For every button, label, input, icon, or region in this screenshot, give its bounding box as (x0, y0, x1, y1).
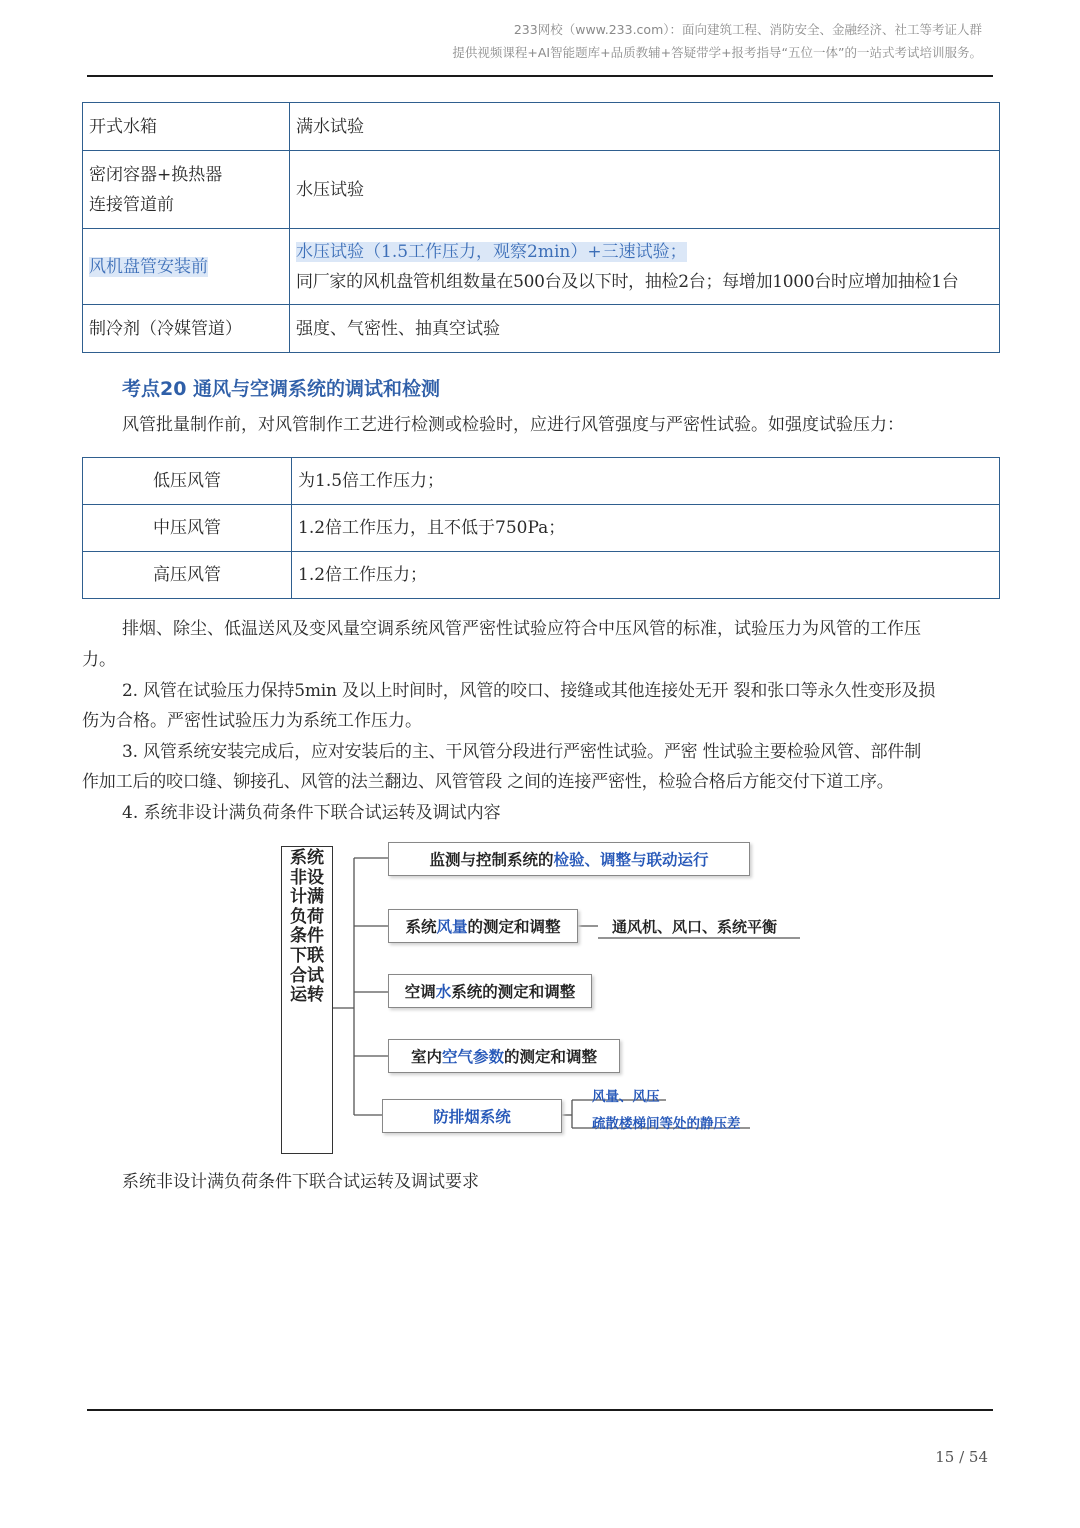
paragraph-2-line-2: 伤为合格。严密性试验压力为系统工作压力。 (82, 711, 422, 731)
paragraph-3-line-1: 3. 风管系统安装完成后，应对安装后的主、干风管分段进行严密性试验。严密 性试验主要检验风管、部件制 (122, 742, 922, 762)
table-row (83, 305, 1000, 353)
table-cell: 中压风管 (83, 505, 292, 552)
table-cell: 水压试验 (290, 151, 1000, 229)
table-cell: 1.2倍工作压力； (292, 552, 1000, 599)
mindmap-node-water (388, 974, 592, 1008)
node-text: 室内 (410, 1048, 442, 1066)
mindmap-leaf-pressure: 风量、风压 (592, 1089, 660, 1105)
node-text: 监测与控制系统的 (429, 851, 554, 869)
node-text: 的测定和调整 (467, 918, 561, 936)
table-row (83, 151, 1000, 229)
mindmap-node-airflow (388, 909, 578, 943)
strength-pressure-table (82, 457, 1000, 599)
footer-divider (87, 1409, 993, 1411)
table-row (83, 505, 1000, 552)
page-number: 15 / 54 (935, 1448, 988, 1466)
table-cell-line: 同厂家的风机盘管机组数量在500台及以下时，抽检2台；每增加1000台时应增加抽检1台 (296, 271, 959, 292)
mindmap-leaf-static-pressure: 疏散楼梯间等处的静压差 (592, 1116, 741, 1132)
table-cell: 为1.5倍工作压力； (292, 458, 1000, 505)
pressure-test-table (82, 102, 1000, 353)
table-cell: 制冷剂（冷媒管道） (83, 305, 290, 353)
header-line-2: 提供视频课程+AI智能题库+品质教辅+答疑带学+报考指导“五位一体”的一站式考试培训服务。 (452, 45, 982, 60)
table-cell: 密闭容器+换热器 连接管道前 (83, 151, 290, 229)
paragraph-5: 系统非设计满负荷条件下联合试运转及调试要求 (122, 1172, 479, 1192)
header-line-1: 233网校（www.233.com）：面向建筑工程、消防安全、金融经济、社工等考证人群 (513, 22, 982, 37)
mindmap-root (281, 846, 333, 1154)
node-text: 空调 (404, 983, 436, 1001)
node-text: 的测定和调整 (504, 1048, 598, 1066)
table-row (83, 552, 1000, 599)
mindmap-node-air-params (388, 1039, 620, 1073)
table-cell: 满水试验 (290, 103, 1000, 151)
node-text-highlight: 风量 (436, 918, 468, 936)
highlighted-text: 风机盘管安装前 (89, 256, 208, 277)
paragraph-1-line-1: 排烟、除尘、低温送风及变风量空调系统风管严密性试验应符合中压风管的标准，试验压力为风管的工作压 (122, 619, 921, 639)
node-text-highlight: 水 (435, 983, 452, 1001)
mindmap-node-smoke-control: 防排烟系统 (382, 1099, 562, 1133)
mindmap-node-monitoring (388, 842, 750, 876)
table-cell: 高压风管 (83, 552, 292, 599)
paragraph-1-line-2: 力。 (82, 650, 116, 670)
node-text: 系统 (405, 918, 437, 936)
node-text: 系统的测定和调整 (451, 983, 576, 1001)
table-cell: 1.2倍工作压力，且不低于750Pa； (292, 505, 1000, 552)
mindmap-leaf-airflow: 通风机、风口、系统平衡 (612, 918, 778, 936)
node-text-highlight: 检验、调整与联动运行 (553, 851, 709, 869)
intro-paragraph: 风管批量制作前，对风管制作工艺进行检测或检验时，应进行风管强度与严密性试验。如强度试验压力： (122, 415, 904, 435)
paragraph-2-line-1: 2. 风管在试验压力保持5min 及以上时间时，风管的咬口、接缝或其他连接处无开 裂和张口等永久性变形及损 (122, 681, 936, 701)
header-divider (87, 75, 993, 77)
table-cell (83, 229, 290, 305)
node-text-highlight: 空气参数 (441, 1048, 504, 1066)
mindmap-root-text: 系统非设计满负荷条件下联合试运转 (290, 848, 324, 1006)
table-cell: 开式水箱 (83, 103, 290, 151)
table-cell: 低压风管 (83, 458, 292, 505)
section-title: 考点20 通风与空调系统的调试和检测 (122, 378, 441, 400)
table-row (83, 458, 1000, 505)
table-cell: 强度、气密性、抽真空试验 (290, 305, 1000, 353)
paragraph-4: 4. 系统非设计满负荷条件下联合试运转及调试内容 (122, 803, 501, 823)
paragraph-3-line-2: 作加工后的咬口缝、铆接孔、风管的法兰翻边、风管管段 之间的连接严密性，检验合格后方能交付下道工序。 (82, 772, 894, 792)
table-row (83, 103, 1000, 151)
table-cell (290, 229, 1000, 305)
highlighted-text: 水压试验（1.5工作压力，观察2min）+三速试验； (296, 241, 687, 262)
table-row (83, 229, 1000, 305)
